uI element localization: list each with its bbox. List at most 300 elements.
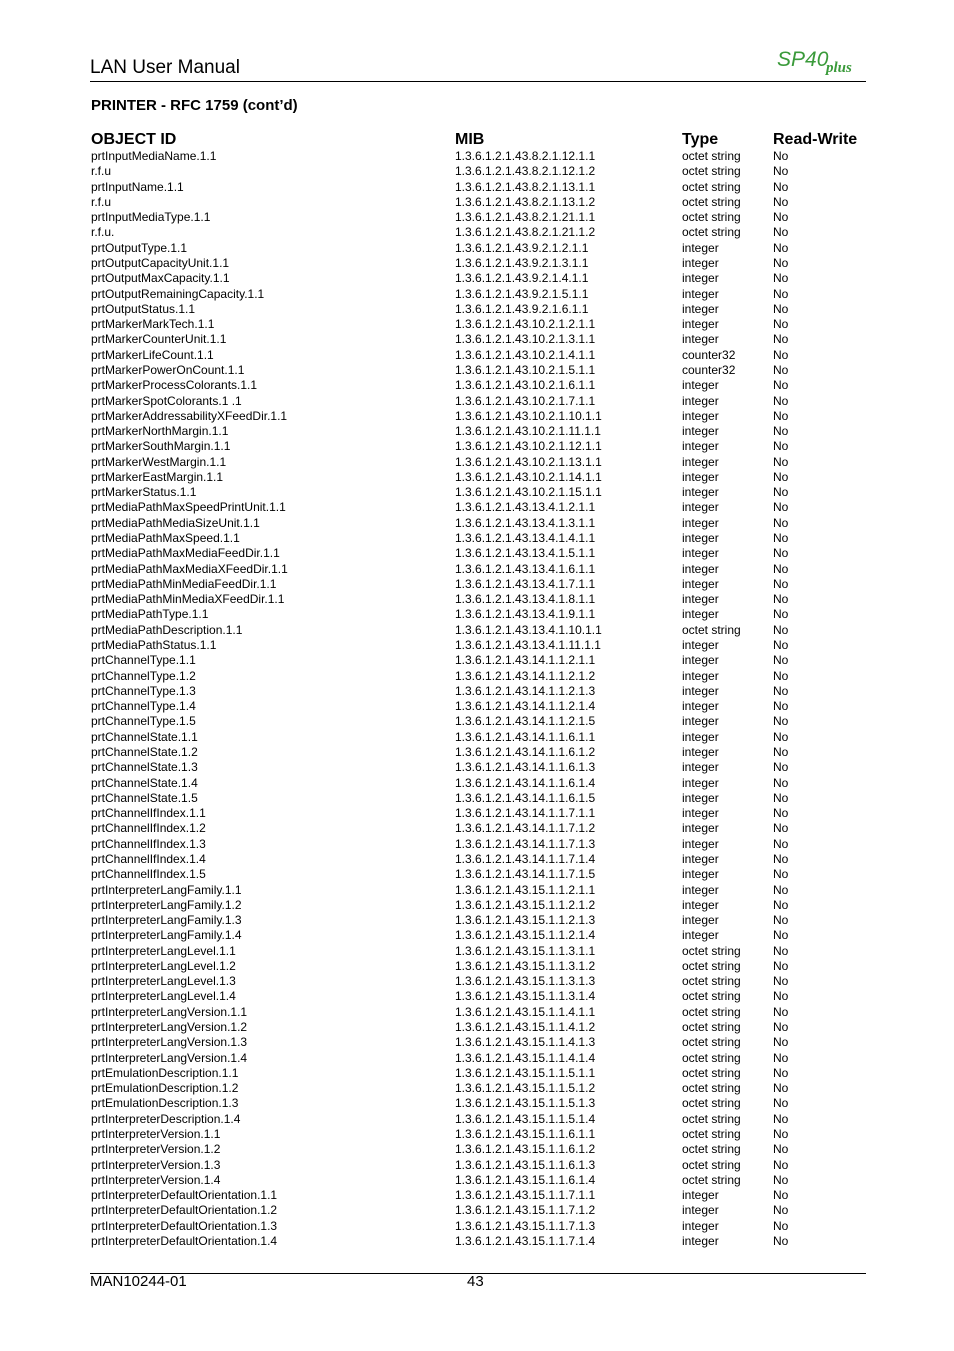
mib-cell: 1.3.6.1.2.1.43.10.2.1.3.1.1: [455, 332, 596, 347]
mib-cell: 1.3.6.1.2.1.43.14.1.1.7.1.3: [455, 836, 596, 851]
read-write-cell: No: [773, 897, 789, 912]
object-id-cell: prtEmulationDescription.1.3: [91, 1096, 239, 1111]
read-write-cell: No: [773, 271, 789, 286]
mib-cell: 1.3.6.1.2.1.43.15.1.1.7.1.4: [455, 1233, 596, 1248]
object-id-cell: r.f.u: [91, 194, 112, 209]
read-write-cell: No: [773, 943, 789, 958]
table-row: [0, 607, 954, 622]
read-write-cell: No: [773, 653, 789, 668]
read-write-cell: No: [773, 546, 789, 561]
table-row: [0, 684, 954, 699]
mib-cell: 1.3.6.1.2.1.43.15.1.1.4.1.1: [455, 1004, 596, 1019]
type-cell: integer: [682, 928, 719, 943]
table-row: [0, 669, 954, 684]
read-write-cell: No: [773, 836, 789, 851]
type-cell: octet string: [682, 1172, 741, 1187]
object-id-cell: prtChannelType.1.1: [91, 653, 196, 668]
type-cell: octet string: [682, 1020, 741, 1035]
type-cell: octet string: [682, 225, 741, 240]
type-cell: integer: [682, 1218, 719, 1233]
object-id-cell: prtInterpreterLangLevel.1.4: [91, 989, 236, 1004]
read-write-cell: No: [773, 378, 789, 393]
object-id-cell: prtInputMediaType.1.1: [91, 210, 211, 225]
read-write-cell: No: [773, 974, 789, 989]
type-cell: integer: [682, 638, 719, 652]
table-row: [0, 913, 954, 928]
mib-cell: 1.3.6.1.2.1.43.13.4.1.2.1.1: [455, 500, 596, 515]
object-id-cell: prtChannelType.1.2: [91, 668, 196, 683]
mib-cell: 1.3.6.1.2.1.43.15.1.1.3.1.1: [455, 943, 596, 958]
mib-cell: 1.3.6.1.2.1.43.14.1.1.6.1.5: [455, 790, 596, 805]
type-cell: integer: [682, 882, 719, 897]
mib-cell: 1.3.6.1.2.1.43.8.2.1.12.1.1: [455, 149, 596, 163]
table-row: [0, 164, 954, 179]
mib-cell: 1.3.6.1.2.1.43.14.1.1.2.1.1: [455, 653, 596, 668]
mib-cell: 1.3.6.1.2.1.43.9.2.1.4.1.1: [455, 271, 589, 286]
object-id-cell: prtMarkerMarkTech.1.1: [91, 317, 215, 332]
object-id-cell: prtEmulationDescription.1.1: [91, 1065, 239, 1080]
mib-cell: 1.3.6.1.2.1.43.13.4.1.4.1.1: [455, 531, 596, 546]
table-row: [0, 1066, 954, 1081]
type-cell: integer: [682, 332, 719, 347]
type-cell: integer: [682, 775, 719, 790]
type-cell: octet string: [682, 1050, 741, 1065]
mib-cell: 1.3.6.1.2.1.43.15.1.1.2.1.4: [455, 928, 596, 943]
read-write-cell: No: [773, 699, 789, 714]
type-cell: integer: [682, 867, 719, 882]
mib-cell: 1.3.6.1.2.1.43.8.2.1.21.1.2: [455, 225, 596, 240]
type-cell: integer: [682, 439, 719, 454]
mib-cell: 1.3.6.1.2.1.43.14.1.1.2.1.3: [455, 683, 596, 698]
mib-cell: 1.3.6.1.2.1.43.15.1.1.4.1.4: [455, 1050, 596, 1065]
type-cell: octet string: [682, 164, 741, 179]
type-cell: octet string: [682, 958, 741, 973]
column-header-type: Type: [682, 131, 719, 148]
read-write-cell: No: [773, 1203, 789, 1218]
read-write-cell: No: [773, 806, 789, 821]
type-cell: octet string: [682, 989, 741, 1004]
table-row: [0, 989, 954, 1004]
read-write-cell: No: [773, 928, 789, 943]
table-row: [0, 791, 954, 806]
mib-cell: 1.3.6.1.2.1.43.10.2.1.15.1.1: [455, 485, 602, 500]
object-id-cell: prtMediaPathMinMediaFeedDir.1.1: [91, 576, 277, 591]
table-row: [0, 332, 954, 347]
type-cell: octet string: [682, 210, 741, 225]
type-cell: integer: [682, 821, 719, 836]
type-cell: integer: [682, 301, 719, 316]
type-cell: integer: [682, 592, 719, 607]
read-write-cell: No: [773, 1218, 789, 1233]
table-row: [0, 944, 954, 959]
object-id-cell: prtMarkerNorthMargin.1.1: [91, 424, 229, 439]
read-write-cell: No: [773, 775, 789, 790]
mib-cell: 1.3.6.1.2.1.43.15.1.1.2.1.2: [455, 897, 596, 912]
object-id-cell: prtMediaPathMaxMediaXFeedDir.1.1: [91, 561, 288, 576]
object-id-cell: prtMediaPathDescription.1.1: [91, 622, 243, 637]
mib-cell: 1.3.6.1.2.1.43.15.1.1.3.1.4: [455, 989, 596, 1004]
table-row: [0, 1203, 954, 1218]
mib-cell: 1.3.6.1.2.1.43.13.4.1.9.1.1: [455, 607, 596, 622]
svg-text:plus: plus: [826, 60, 852, 76]
type-cell: integer: [682, 255, 719, 270]
object-id-cell: prtChannelState.1.4: [91, 775, 198, 790]
read-write-cell: No: [773, 347, 789, 362]
read-write-cell: No: [773, 576, 789, 591]
page-number: 43: [467, 1273, 484, 1290]
table-row: [0, 837, 954, 852]
table-row: [0, 1188, 954, 1203]
table-row: [0, 898, 954, 913]
object-id-cell: prtInterpreterDescription.1.4: [91, 1111, 241, 1126]
mib-cell: 1.3.6.1.2.1.43.10.2.1.12.1.1: [455, 439, 602, 454]
object-id-cell: prtMediaPathMediaSizeUnit.1.1: [91, 515, 260, 530]
mib-cell: 1.3.6.1.2.1.43.15.1.1.3.1.2: [455, 958, 596, 973]
mib-cell: 1.3.6.1.2.1.43.15.1.1.2.1.1: [455, 882, 596, 897]
page-header-title: LAN User Manual: [90, 57, 240, 78]
mib-cell: 1.3.6.1.2.1.43.14.1.1.2.1.5: [455, 714, 596, 729]
table-row: [0, 592, 954, 607]
read-write-cell: No: [773, 958, 789, 973]
table-row: [0, 760, 954, 775]
read-write-cell: No: [773, 638, 789, 652]
read-write-cell: No: [773, 1065, 789, 1080]
read-write-cell: No: [773, 790, 789, 805]
mib-cell: 1.3.6.1.2.1.43.9.2.1.2.1.1: [455, 240, 589, 255]
type-cell: octet string: [682, 1035, 741, 1050]
type-cell: integer: [682, 271, 719, 286]
type-cell: octet string: [682, 1111, 741, 1126]
read-write-cell: No: [773, 424, 789, 439]
object-id-cell: prtInterpreterLangVersion.1.1: [91, 1004, 248, 1019]
type-cell: integer: [682, 836, 719, 851]
read-write-cell: No: [773, 531, 789, 546]
object-id-cell: prtChannelIfIndex.1.4: [91, 851, 206, 866]
mib-cell: 1.3.6.1.2.1.43.14.1.1.2.1.2: [455, 668, 596, 683]
table-row: [0, 1142, 954, 1157]
table-row: [0, 1081, 954, 1096]
column-header-mib: MIB: [455, 131, 485, 148]
table-row: [0, 531, 954, 546]
type-cell: counter32: [682, 347, 736, 362]
table-row: [0, 394, 954, 409]
mib-cell: 1.3.6.1.2.1.43.13.4.1.11.1.1: [455, 638, 601, 652]
type-cell: integer: [682, 378, 719, 393]
mib-cell: 1.3.6.1.2.1.43.15.1.1.6.1.1: [455, 1127, 596, 1141]
type-cell: integer: [682, 469, 719, 484]
mib-cell: 1.3.6.1.2.1.43.15.1.1.6.1.4: [455, 1172, 596, 1187]
type-cell: integer: [682, 485, 719, 500]
object-id-cell: prtChannelState.1.5: [91, 790, 198, 805]
read-write-cell: No: [773, 485, 789, 500]
object-id-cell: prtInterpreterLangVersion.1.2: [91, 1020, 248, 1035]
mib-cell: 1.3.6.1.2.1.43.15.1.1.7.1.1: [455, 1188, 596, 1203]
read-write-cell: No: [773, 1020, 789, 1035]
mib-cell: 1.3.6.1.2.1.43.14.1.1.2.1.4: [455, 699, 596, 714]
type-cell: integer: [682, 744, 719, 759]
table-row: [0, 363, 954, 378]
mib-cell: 1.3.6.1.2.1.43.13.4.1.7.1.1: [455, 576, 596, 591]
table-row: [0, 302, 954, 317]
mib-cell: 1.3.6.1.2.1.43.10.2.1.14.1.1: [455, 469, 602, 484]
mib-cell: 1.3.6.1.2.1.43.13.4.1.5.1.1: [455, 546, 596, 561]
mib-cell: 1.3.6.1.2.1.43.14.1.1.7.1.2: [455, 821, 596, 836]
object-id-cell: prtOutputMaxCapacity.1.1: [91, 271, 230, 286]
mib-cell: 1.3.6.1.2.1.43.14.1.1.6.1.1: [455, 729, 596, 744]
mib-cell: 1.3.6.1.2.1.43.14.1.1.7.1.1: [455, 806, 596, 821]
table-row: [0, 1051, 954, 1066]
mib-cell: 1.3.6.1.2.1.43.13.4.1.8.1.1: [455, 592, 596, 607]
document-id: MAN10244-01: [90, 1273, 187, 1290]
table-row: [0, 776, 954, 791]
mib-cell: 1.3.6.1.2.1.43.15.1.1.4.1.3: [455, 1035, 596, 1050]
type-cell: integer: [682, 653, 719, 668]
type-cell: octet string: [682, 1096, 741, 1111]
table-row: [0, 1219, 954, 1234]
object-id-cell: prtMarkerAddressabilityXFeedDir.1.1: [91, 408, 288, 423]
table-row: [0, 1173, 954, 1188]
read-write-cell: No: [773, 1096, 789, 1111]
mib-cell: 1.3.6.1.2.1.43.14.1.1.6.1.4: [455, 775, 596, 790]
table-row: [0, 1158, 954, 1173]
type-cell: octet string: [682, 194, 741, 209]
read-write-cell: No: [773, 622, 789, 637]
object-id-cell: prtOutputRemainingCapacity.1.1: [91, 286, 265, 301]
read-write-cell: No: [773, 1233, 789, 1248]
table-row: [0, 745, 954, 760]
object-id-cell: prtMediaPathMinMediaXFeedDir.1.1: [91, 592, 285, 607]
table-row: [0, 149, 954, 164]
object-id-cell: prtMediaPathType.1.1: [91, 607, 209, 622]
object-id-cell: prtInterpreterVersion.1.2: [91, 1142, 221, 1157]
type-cell: integer: [682, 454, 719, 469]
table-row: [0, 256, 954, 271]
object-id-cell: prtEmulationDescription.1.2: [91, 1081, 239, 1096]
read-write-cell: No: [773, 194, 789, 209]
read-write-cell: No: [773, 1081, 789, 1096]
read-write-cell: No: [773, 1111, 789, 1126]
object-id-cell: prtChannelType.1.4: [91, 699, 196, 714]
table-row: [0, 562, 954, 577]
table-row: [0, 806, 954, 821]
object-id-cell: r.f.u.: [91, 225, 115, 240]
table-row: [0, 730, 954, 745]
table-row: [0, 623, 954, 638]
read-write-cell: No: [773, 515, 789, 530]
read-write-cell: No: [773, 882, 789, 897]
type-cell: integer: [682, 546, 719, 561]
read-write-cell: No: [773, 408, 789, 423]
mib-cell: 1.3.6.1.2.1.43.9.2.1.3.1.1: [455, 255, 589, 270]
read-write-cell: No: [773, 454, 789, 469]
type-cell: octet string: [682, 622, 741, 637]
table-row: [0, 714, 954, 729]
mib-cell: 1.3.6.1.2.1.43.8.2.1.13.1.2: [455, 194, 596, 209]
type-cell: integer: [682, 913, 719, 928]
read-write-cell: No: [773, 821, 789, 836]
svg-text:SP40: SP40: [777, 48, 829, 71]
mib-table-body: [0, 149, 954, 1249]
table-row: [0, 439, 954, 454]
mib-cell: 1.3.6.1.2.1.43.10.2.1.11.1.1: [455, 424, 601, 439]
mib-cell: 1.3.6.1.2.1.43.15.1.1.6.1.2: [455, 1142, 596, 1157]
type-cell: octet string: [682, 1127, 741, 1141]
object-id-cell: prtMediaPathMaxSpeed.1.1: [91, 531, 240, 546]
read-write-cell: No: [773, 1157, 789, 1172]
mib-cell: 1.3.6.1.2.1.43.13.4.1.3.1.1: [455, 515, 596, 530]
object-id-cell: prtChannelType.1.5: [91, 714, 196, 729]
read-write-cell: No: [773, 317, 789, 332]
type-cell: octet string: [682, 974, 741, 989]
type-cell: integer: [682, 500, 719, 515]
type-cell: octet string: [682, 149, 741, 163]
read-write-cell: No: [773, 668, 789, 683]
read-write-cell: No: [773, 851, 789, 866]
object-id-cell: prtInterpreterLangLevel.1.1: [91, 943, 236, 958]
mib-cell: 1.3.6.1.2.1.43.8.2.1.21.1.1: [455, 210, 596, 225]
mib-cell: 1.3.6.1.2.1.43.10.2.1.5.1.1: [455, 362, 596, 377]
object-id-cell: prtInterpreterDefaultOrientation.1.3: [91, 1218, 278, 1233]
object-id-cell: r.f.u: [91, 164, 112, 179]
table-row: [0, 516, 954, 531]
table-row: [0, 1234, 954, 1249]
type-cell: integer: [682, 1188, 719, 1203]
read-write-cell: No: [773, 729, 789, 744]
header-rule: [90, 81, 866, 82]
table-row: [0, 180, 954, 195]
table-row: [0, 883, 954, 898]
object-id-cell: prtInterpreterLangFamily.1.3: [91, 913, 242, 928]
mib-cell: 1.3.6.1.2.1.43.14.1.1.7.1.4: [455, 851, 596, 866]
mib-cell: 1.3.6.1.2.1.43.10.2.1.2.1.1: [455, 317, 596, 332]
table-row: [0, 378, 954, 393]
type-cell: integer: [682, 531, 719, 546]
read-write-cell: No: [773, 760, 789, 775]
object-id-cell: prtMarkerWestMargin.1.1: [91, 454, 227, 469]
table-row: [0, 1020, 954, 1035]
object-id-cell: prtChannelState.1.2: [91, 744, 198, 759]
object-id-cell: prtInterpreterVersion.1.4: [91, 1172, 221, 1187]
table-row: [0, 271, 954, 286]
object-id-cell: prtMarkerPowerOnCount.1.1: [91, 362, 245, 377]
object-id-cell: prtMediaPathMaxSpeedPrintUnit.1.1: [91, 500, 286, 515]
object-id-cell: prtChannelIfIndex.1.5: [91, 867, 206, 882]
table-row: [0, 210, 954, 225]
read-write-cell: No: [773, 240, 789, 255]
type-cell: integer: [682, 683, 719, 698]
read-write-cell: No: [773, 210, 789, 225]
table-row: [0, 867, 954, 882]
object-id-cell: prtMarkerEastMargin.1.1: [91, 469, 224, 484]
read-write-cell: No: [773, 362, 789, 377]
mib-cell: 1.3.6.1.2.1.43.14.1.1.6.1.2: [455, 744, 596, 759]
type-cell: integer: [682, 561, 719, 576]
object-id-cell: prtChannelState.1.1: [91, 729, 198, 744]
object-id-cell: prtChannelIfIndex.1.2: [91, 821, 206, 836]
object-id-cell: prtInputMediaName.1.1: [91, 149, 217, 163]
read-write-cell: No: [773, 714, 789, 729]
table-row: [0, 1096, 954, 1111]
table-row: [0, 317, 954, 332]
mib-cell: 1.3.6.1.2.1.43.15.1.1.7.1.3: [455, 1218, 596, 1233]
table-row: [0, 485, 954, 500]
table-row: [0, 455, 954, 470]
object-id-cell: prtInterpreterLangLevel.1.3: [91, 974, 236, 989]
type-cell: integer: [682, 1233, 719, 1248]
table-row: [0, 241, 954, 256]
object-id-cell: prtOutputStatus.1.1: [91, 301, 196, 316]
mib-cell: 1.3.6.1.2.1.43.15.1.1.5.1.4: [455, 1111, 596, 1126]
mib-cell: 1.3.6.1.2.1.43.10.2.1.6.1.1: [455, 378, 596, 393]
table-row: [0, 638, 954, 653]
table-row: [0, 225, 954, 240]
object-id-cell: prtInterpreterLangFamily.1.2: [91, 897, 242, 912]
type-cell: integer: [682, 699, 719, 714]
column-header-read-write: Read-Write: [773, 131, 858, 148]
read-write-cell: No: [773, 561, 789, 576]
mib-cell: 1.3.6.1.2.1.43.15.1.1.5.1.3: [455, 1096, 596, 1111]
object-id-cell: prtMarkerSouthMargin.1.1: [91, 439, 231, 454]
table-row: [0, 1035, 954, 1050]
read-write-cell: No: [773, 149, 789, 163]
read-write-cell: No: [773, 469, 789, 484]
sp40plus-logo: [776, 42, 868, 76]
mib-cell: 1.3.6.1.2.1.43.15.1.1.4.1.2: [455, 1020, 596, 1035]
object-id-cell: prtChannelIfIndex.1.1: [91, 806, 206, 821]
type-cell: integer: [682, 576, 719, 591]
read-write-cell: No: [773, 1127, 789, 1141]
object-id-cell: prtInterpreterVersion.1.3: [91, 1157, 221, 1172]
object-id-cell: prtInputName.1.1: [91, 179, 184, 194]
mib-cell: 1.3.6.1.2.1.43.10.2.1.7.1.1: [455, 393, 596, 408]
mib-cell: 1.3.6.1.2.1.43.10.2.1.4.1.1: [455, 347, 596, 362]
mib-cell: 1.3.6.1.2.1.43.13.4.1.6.1.1: [455, 561, 596, 576]
table-row: [0, 1005, 954, 1020]
object-id-cell: prtInterpreterLangFamily.1.1: [91, 882, 242, 897]
table-row: [0, 500, 954, 515]
read-write-cell: No: [773, 164, 789, 179]
read-write-cell: No: [773, 1050, 789, 1065]
table-row: [0, 653, 954, 668]
object-id-cell: prtMarkerStatus.1.1: [91, 485, 197, 500]
read-write-cell: No: [773, 592, 789, 607]
table-row: [0, 195, 954, 210]
object-id-cell: prtInterpreterVersion.1.1: [91, 1127, 221, 1141]
type-cell: integer: [682, 760, 719, 775]
read-write-cell: No: [773, 332, 789, 347]
mib-cell: 1.3.6.1.2.1.43.15.1.1.5.1.1: [455, 1065, 596, 1080]
type-cell: integer: [682, 1203, 719, 1218]
table-row: [0, 1127, 954, 1142]
mib-cell: 1.3.6.1.2.1.43.10.2.1.13.1.1: [455, 454, 602, 469]
object-id-cell: prtOutputCapacityUnit.1.1: [91, 255, 230, 270]
type-cell: integer: [682, 515, 719, 530]
read-write-cell: No: [773, 744, 789, 759]
table-row: [0, 424, 954, 439]
type-cell: counter32: [682, 362, 736, 377]
mib-cell: 1.3.6.1.2.1.43.8.2.1.13.1.1: [455, 179, 596, 194]
read-write-cell: No: [773, 867, 789, 882]
table-row: [0, 348, 954, 363]
object-id-cell: prtInterpreterDefaultOrientation.1.2: [91, 1203, 278, 1218]
table-row: [0, 546, 954, 561]
type-cell: octet string: [682, 943, 741, 958]
section-title: PRINTER - RFC 1759 (cont’d): [91, 97, 298, 114]
mib-cell: 1.3.6.1.2.1.43.9.2.1.6.1.1: [455, 301, 589, 316]
read-write-cell: No: [773, 607, 789, 622]
read-write-cell: No: [773, 1004, 789, 1019]
read-write-cell: No: [773, 1188, 789, 1203]
